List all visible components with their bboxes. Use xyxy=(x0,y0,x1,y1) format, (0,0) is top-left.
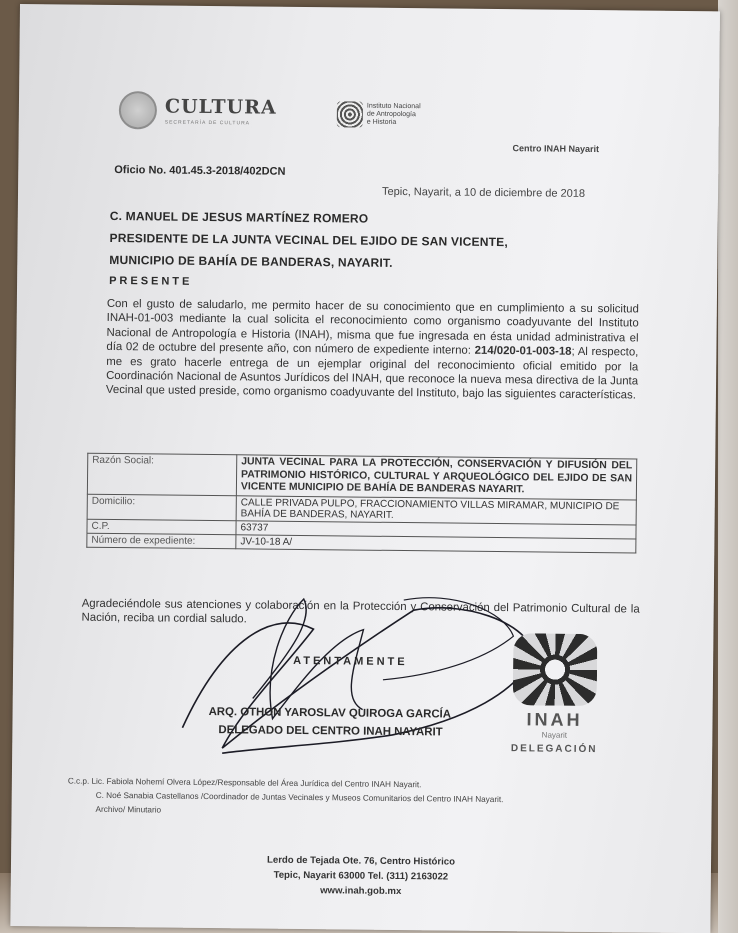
ccp-line: C.c.p. Lic. Fabiola Nohemí Olvera López/Responsable del Área Jurídica del Centro INAH Nayarit. xyxy=(67,776,422,790)
table-value: JV-10-18 A/ xyxy=(236,535,636,553)
table-value: CALLE PRIVADA PULPO, FRACCIONAMIENTO VILLAS MIRAMAR, MUNICIPIO DE BAHÍA DE BANDERAS, NAYARIT. xyxy=(236,496,636,525)
table-label: C.P. xyxy=(87,519,236,535)
document-page xyxy=(10,4,720,933)
handwritten-signature xyxy=(162,578,544,772)
addressee-municipality: MUNICIPIO DE BAHÍA DE BANDERAS, NAYARIT. xyxy=(109,252,393,270)
centro-header: Centro INAH Nayarit xyxy=(512,143,600,155)
body-text-1: Con el gusto de saludarlo, me permito hacer de su conocimiento que en cumplimiento a su solicitud INAH-01-003 mediante la cual solicita el reconocimiento como organismo coadyuvante del Instituto Nacional de Antropología e Historia (INAH), misma que fue ingresada en ésta unidad administrativa el día 02 de octubre del presente año, con número de expediente interno: xyxy=(106,297,639,357)
inah-delegation-stamp xyxy=(506,633,603,755)
mexico-seal-icon xyxy=(119,91,157,129)
footer-address: Lerdo de Tejada Ote. 76, Centro Histórico xyxy=(266,854,456,868)
table-value: 63737 xyxy=(236,521,636,539)
table-value: JUNTA VECINAL PARA LA PROTECCIÓN, CONSERVACIÓN Y DIFUSIÓN DEL PATRIMONIO HISTÓRICO, CULTURAL Y ARQUEOLÓGICO DEL EJIDO DE SAN VICENTE MUNICIPIO DE BAHÍA DE BANDERAS NAYARIT. xyxy=(236,455,636,500)
oficio-number: Oficio No. 401.45.3-2018/402DCN xyxy=(114,163,286,178)
body-text-2: ; Al respecto, me es grato hacerle entrega de un ejemplar original del reconocimiento oficial emitido por la Coordinación Nacional de Asuntos Jurídicos del INAH, que reconoce la nueva mesa directiva de la Junta Vecinal que usted preside, como organismo coadyuvante del Instituto, bajo las siguientes características. xyxy=(105,346,639,402)
inah-logo xyxy=(337,101,421,128)
expediente-number: 214/020-01-003-18 xyxy=(474,344,572,359)
paper-stack-edge xyxy=(718,0,738,933)
footer-city-phone: Tepic, Nayarit 63000 Tel. (311) 2163022 xyxy=(273,869,449,883)
stamp-delegacion: DELEGACIÓN xyxy=(510,743,598,756)
date-line: Tepic, Nayarit, a 10 de diciembre de 2018 xyxy=(381,185,586,200)
table-label: Número de expediente: xyxy=(87,533,236,549)
inah-logo-line: Instituto Nacional xyxy=(366,102,421,111)
cultura-wordmark: CULTURA xyxy=(164,95,277,119)
stamp-nayarit: Nayarit xyxy=(541,730,568,740)
signer-name: ARQ. OTHON YAROSLAV QUIROGA GARCÍA xyxy=(208,706,452,721)
footer-website: www.inah.gob.mx xyxy=(320,885,402,898)
cultura-subtitle: SECRETARÍA DE CULTURA xyxy=(164,119,251,127)
presente-heading: PRESENTE xyxy=(109,274,193,288)
characteristics-table xyxy=(86,453,637,554)
table-row xyxy=(87,453,636,500)
inah-stamp-emblem-icon xyxy=(513,633,598,706)
table-label: Domicilio: xyxy=(87,494,236,521)
table-label: Razón Social: xyxy=(87,453,236,495)
inah-logo-line: e Historia xyxy=(366,118,397,126)
inah-logo-line: de Antropología xyxy=(366,110,416,119)
closing-paragraph: Agradeciéndole sus atenciones y colaboración en la Protección y Conservación del Patrimonio Cultural de la Nación, reciba un cordial saludo. xyxy=(81,597,640,626)
cultura-logo xyxy=(119,91,277,131)
inah-emblem-icon xyxy=(337,101,363,127)
body-paragraph xyxy=(106,297,639,403)
ccp-line: C. Noé Sanabia Castellanos /Coordinador de Juntas Vecinales y Museos Comunitarios del Centro INAH Nayarit. xyxy=(95,790,504,805)
addressee-title: PRESIDENTE DE LA JUNTA VECINAL DEL EJIDO DE SAN VICENTE, xyxy=(109,230,508,250)
atentamente: ATENTAMENTE xyxy=(293,654,408,669)
signer-title: DELEGADO DEL CENTRO INAH NAYARIT xyxy=(218,724,443,739)
stamp-inah: INAH xyxy=(526,709,583,730)
ccp-line: Archivo/ Minutario xyxy=(95,804,162,815)
addressee-name: C. MANUEL DE JESUS MARTÍNEZ ROMERO xyxy=(109,208,369,226)
